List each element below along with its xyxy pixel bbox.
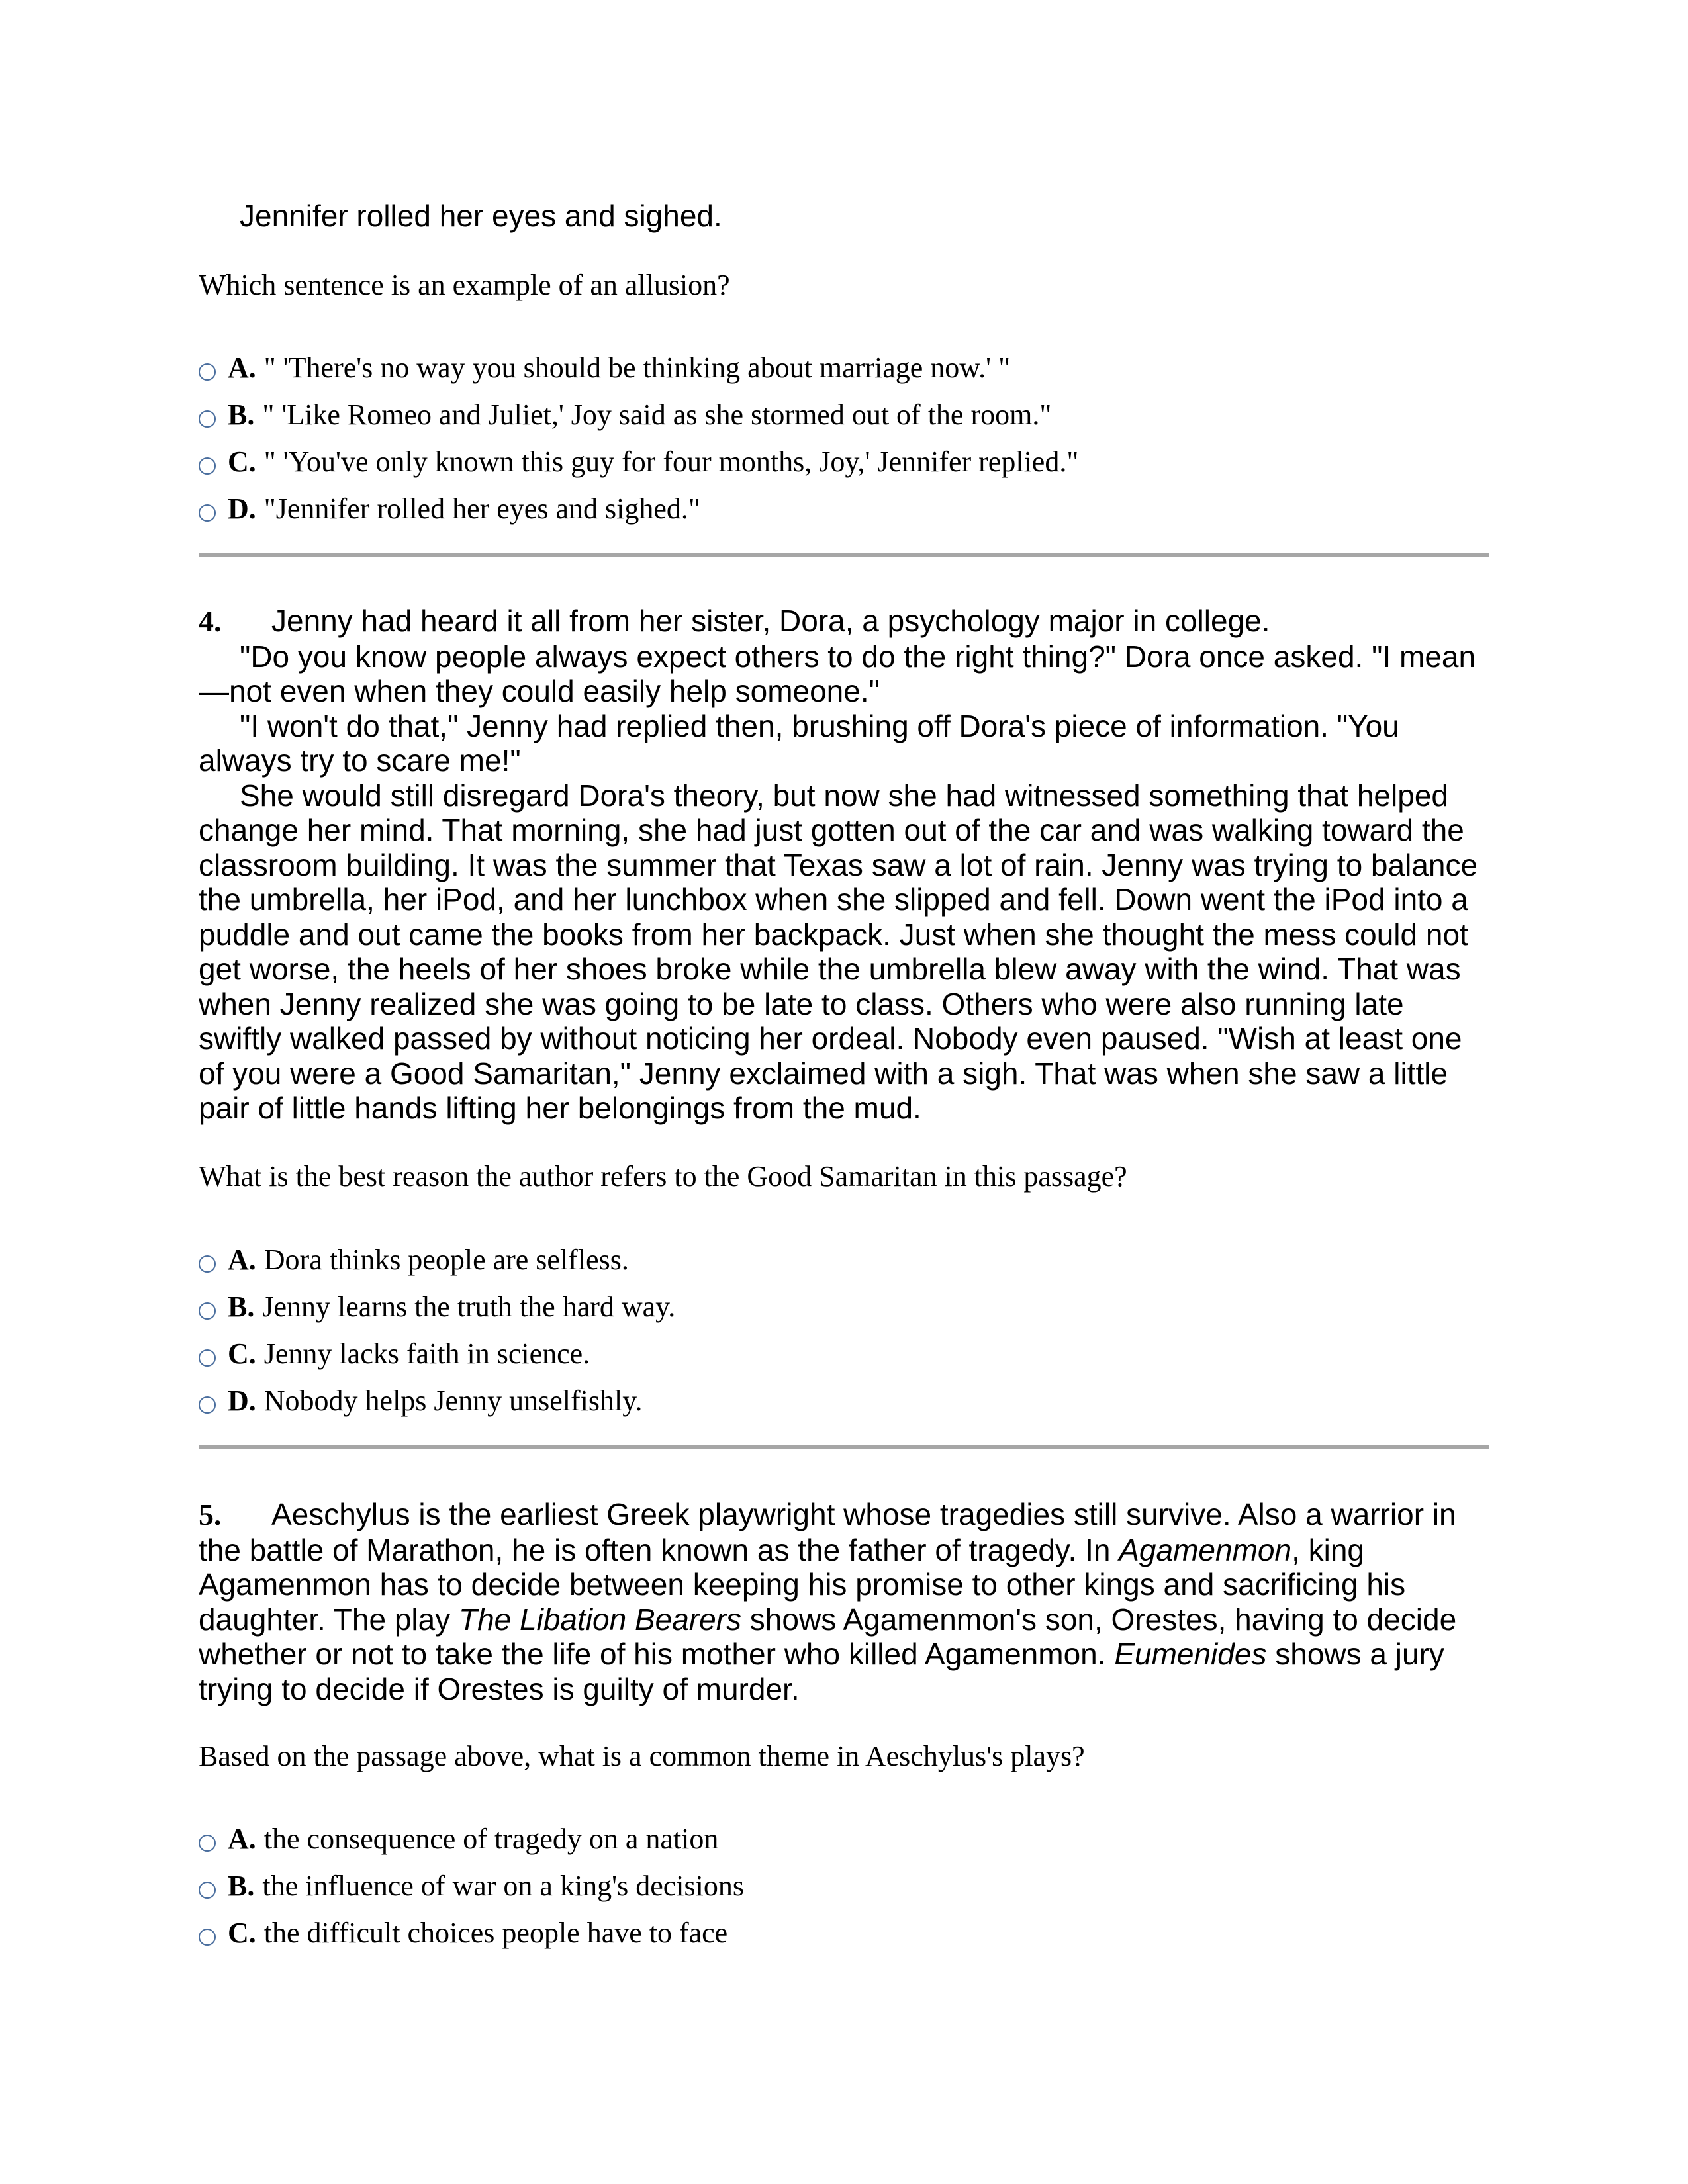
radio-button-icon[interactable]: [199, 363, 216, 381]
choice-letter: D.: [228, 492, 256, 525]
choice-letter: B.: [228, 1869, 255, 1902]
choice-text: Dora thinks people are selfless.: [263, 1243, 629, 1276]
choice-text: " 'You've only known this guy for four months, Joy,' Jennifer replied.": [263, 445, 1079, 478]
q5-choice-a[interactable]: [199, 1815, 744, 1862]
q3-choice-b[interactable]: [199, 391, 1078, 438]
q4-choices: [199, 1236, 675, 1424]
q4-choice-b[interactable]: [199, 1283, 675, 1330]
q4-choice-c[interactable]: [199, 1330, 675, 1377]
choice-letter: D.: [228, 1384, 256, 1417]
section-divider: [199, 1445, 1489, 1449]
q3-choice-a[interactable]: [199, 344, 1078, 391]
q4-choice-d[interactable]: [199, 1377, 675, 1424]
q4-choice-a[interactable]: [199, 1236, 675, 1283]
passage-paragraph: 5. Aeschylus is the earliest Greek playwright whose tragedies still survive. Also a warrior in the battle of Marathon, he is often known as the father of tragedy. In Agamenmon, king Agamenmon has to decide between keeping his promise to other kings and sacrificing his daughter. The play The Libation Bearers shows Agamenmon's son, Orestes, having to decide whether or not to take the life of his mother who killed Agamenmon. Eumenides shows a jury trying to decide if Orestes is guilty of murder.: [199, 1497, 1457, 1706]
q5-question: Based on the passage above, what is a common theme in Aeschylus's plays?: [199, 1740, 1085, 1772]
choice-text: " 'Like Romeo and Juliet,' Joy said as she stormed out of the room.": [262, 398, 1052, 431]
q3-passage-end: [199, 199, 1489, 234]
radio-button-icon[interactable]: [199, 1349, 216, 1367]
radio-button-icon[interactable]: [199, 410, 216, 428]
radio-button-icon[interactable]: [199, 1255, 216, 1273]
choice-text: " 'There's no way you should be thinking about marriage now.' ": [263, 351, 1011, 384]
radio-button-icon[interactable]: [199, 1302, 216, 1320]
q3-question: Which sentence is an example of an allusion?: [199, 269, 730, 301]
passage-paragraph: She would still disregard Dora's theory, but now she had witnessed something that helped change her mind. That morning, she had just gotten out of the car and was walking toward the classroom building. It was the summer that Texas saw a lot of rain. Jenny was trying to balance the umbrella, her iPod, and her lunchbox when she slipped and fell. Down went the iPod into a puddle and out came the books from her backpack. Just when she thought the mess could not get worse, the heels of her shoes broke while the umbrella blew away with the wind. That was when Jenny realized she was going to be late to class. Others who were also running late swiftly walked passed by without noticing her ordeal. Nobody even paused. "Wish at least one of you were a Good Samaritan," Jenny exclaimed with a sigh. That was when she saw a little pair of little hands lifting her belongings from the mud.: [199, 778, 1478, 1125]
choice-text: Jenny learns the truth the hard way.: [262, 1290, 676, 1323]
choice-text: Nobody helps Jenny unselfishly.: [263, 1384, 643, 1417]
q3-choice-d[interactable]: [199, 485, 1078, 532]
q5-passage: [199, 1497, 1489, 1706]
passage-paragraph: 4. Jenny had heard it all from her sister, Dora, a psychology major in college.: [199, 604, 1270, 638]
radio-button-icon[interactable]: [199, 457, 216, 475]
passage-paragraph: "Do you know people always expect others to do the right thing?" Dora once asked. "I mean—not even when they could easily help someone.": [199, 639, 1476, 708]
choice-text: Jenny lacks faith in science.: [263, 1337, 590, 1370]
choice-letter: C.: [228, 1916, 256, 1949]
radio-button-icon[interactable]: [199, 1929, 216, 1946]
choice-letter: B.: [228, 1290, 255, 1323]
q5-choice-c[interactable]: [199, 1909, 744, 1956]
choice-text: "Jennifer rolled her eyes and sighed.": [263, 492, 700, 525]
section-divider: [199, 553, 1489, 557]
q3-choices: [199, 344, 1078, 532]
question-number: 4.: [199, 604, 222, 638]
choice-text: the difficult choices people have to face: [263, 1916, 728, 1949]
choice-letter: B.: [228, 398, 255, 431]
choice-letter: A.: [228, 351, 256, 384]
passage-paragraph: "I won't do that," Jenny had replied then, brushing off Dora's piece of information. "You always try to scare me!": [199, 708, 1399, 778]
choice-letter: A.: [228, 1243, 256, 1276]
play-title: The Libation Bearers: [459, 1602, 742, 1637]
choice-letter: C.: [228, 445, 256, 478]
q4-question: What is the best reason the author refers to the Good Samaritan in this passage?: [199, 1160, 1127, 1193]
radio-button-icon[interactable]: [199, 1835, 216, 1852]
choice-text: the influence of war on a king's decisions: [262, 1869, 744, 1902]
radio-button-icon[interactable]: [199, 1396, 216, 1414]
radio-button-icon[interactable]: [199, 1882, 216, 1899]
q5-choice-b[interactable]: [199, 1862, 744, 1909]
play-title: Eumenides: [1114, 1637, 1267, 1671]
play-title: Agamenmon: [1119, 1532, 1292, 1567]
q3-choice-c[interactable]: [199, 438, 1078, 485]
passage-line: Jennifer rolled her eyes and sighed.: [240, 199, 722, 233]
question-number: 5.: [199, 1498, 222, 1531]
choice-letter: A.: [228, 1822, 256, 1855]
choice-text: the consequence of tragedy on a nation: [263, 1822, 719, 1855]
choice-letter: C.: [228, 1337, 256, 1370]
radio-button-icon[interactable]: [199, 504, 216, 522]
q5-choices: [199, 1815, 744, 1956]
q4-passage: [199, 604, 1489, 1126]
